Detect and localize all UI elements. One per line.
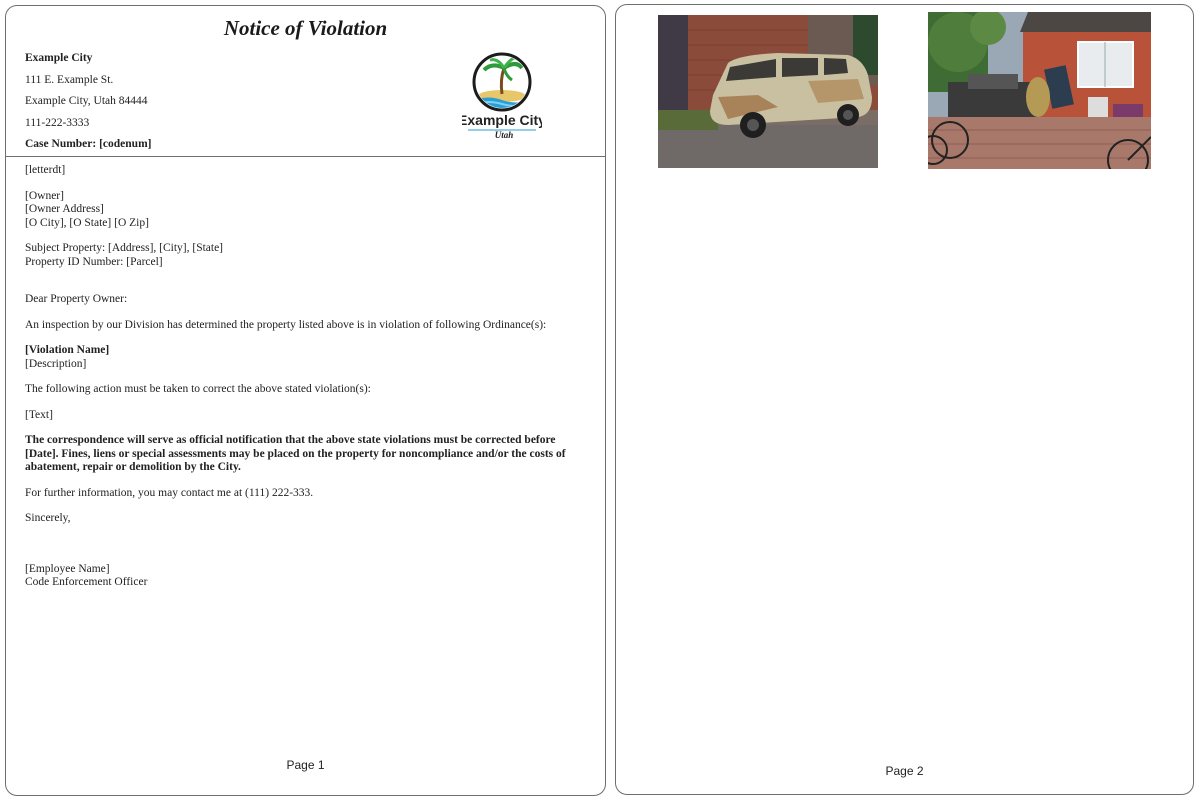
employee-title: Code Enforcement Officer — [25, 576, 148, 588]
logo-city-name: Example City — [462, 112, 542, 128]
property-id: Property ID Number: [Parcel] — [25, 255, 163, 268]
closing: Sincerely, — [25, 512, 71, 524]
sender-city-line: Example City, Utah 84444 — [25, 95, 148, 107]
violation-photo-car — [658, 15, 878, 168]
letter-date: [letterdt] — [25, 164, 66, 176]
palm-tree-island-icon — [462, 50, 542, 142]
header-divider — [6, 156, 605, 157]
official-notice: The correspondence will serve as official notification that the above state violations must be corrected before [Date]. Fines, liens or special assessments may be placed on the property for noncompliance and/or the costs of abatement, repair or demolition by the City. — [25, 434, 566, 473]
sender-street: 111 E. Example St. — [25, 73, 114, 86]
violation-photo-yard — [928, 12, 1151, 169]
owner-city-line: [O City], [O State] [O Zip] — [25, 216, 149, 229]
letter-body — [25, 164, 585, 590]
letter-page-2 — [615, 4, 1194, 795]
violation-name: [Violation Name] — [25, 344, 110, 356]
sender-name: Example City — [25, 52, 93, 64]
logo-state: Utah — [494, 130, 514, 140]
page-number: Page 2 — [885, 764, 924, 778]
subject-property: Subject Property: [Address], [City], [State] — [25, 242, 224, 254]
action-text: [Text] — [25, 408, 53, 421]
case-number: Case Number: [codenum] — [25, 138, 152, 150]
sender-block — [25, 48, 151, 156]
city-logo — [462, 50, 542, 142]
owner-name: [Owner] — [25, 189, 64, 202]
intro-paragraph: An inspection by our Division has determined the property listed above is in violation of following Ordinance(s): — [25, 318, 547, 331]
employee-name: [Employee Name] — [25, 562, 110, 575]
violation-description: [Description] — [25, 357, 87, 370]
document-title: Notice of Violation — [223, 16, 388, 40]
sender-phone: 111-222-3333 — [25, 116, 90, 129]
action-intro: The following action must be taken to correct the above stated violation(s): — [25, 383, 371, 395]
owner-address: [Owner Address] — [25, 203, 104, 215]
contact-paragraph: For further information, you may contact me at (111) 222-333. — [25, 486, 314, 499]
letter-page-1 — [5, 5, 606, 796]
salutation: Dear Property Owner: — [25, 293, 128, 305]
page-number: Page 1 — [286, 758, 325, 772]
